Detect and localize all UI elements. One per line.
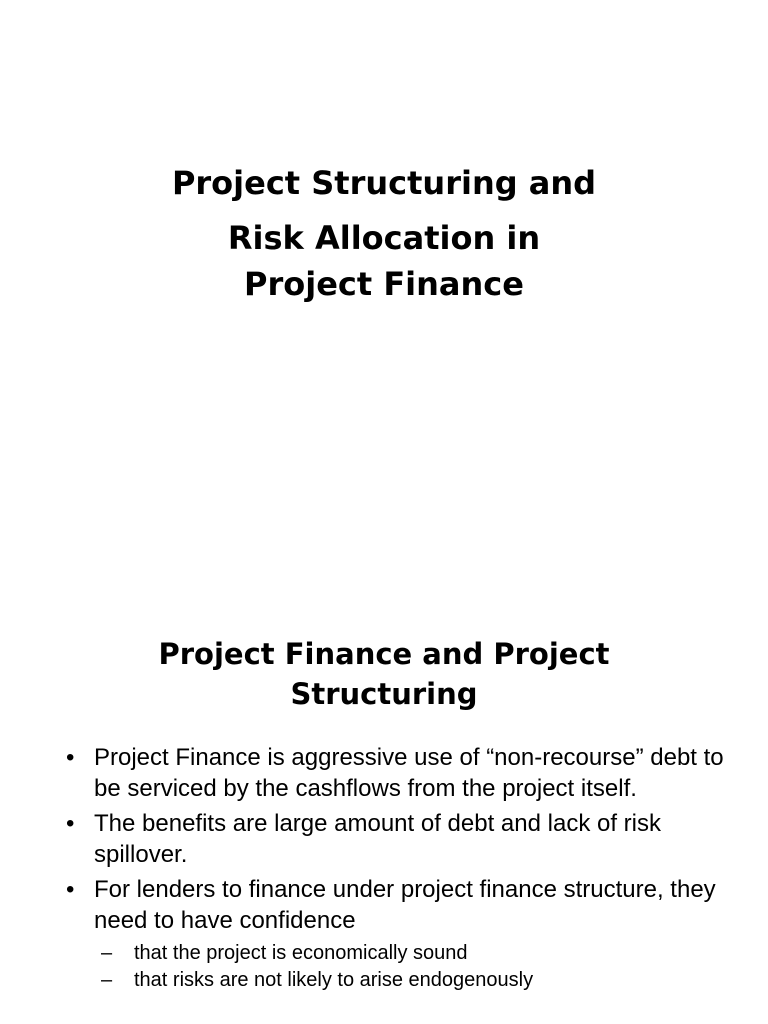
sub-bullet-text: that risks are not likely to arise endogenously (134, 969, 534, 991)
bullet-text: The benefits are large amount of debt and lack of risk spillover. (94, 810, 661, 868)
sub-bullet-item (0, 967, 768, 994)
bullet-item (0, 742, 768, 804)
bullet-list (0, 742, 768, 994)
dash-icon: – (101, 969, 113, 991)
dash-icon: – (101, 942, 113, 964)
bullet-icon: • (66, 876, 75, 903)
sub-bullet-item (0, 940, 768, 967)
sub-bullet-list (0, 940, 768, 994)
bullet-icon: • (66, 744, 75, 771)
slide-title-line-3: Project Finance (244, 265, 524, 303)
slide-title-line-2: Risk Allocation in (227, 219, 541, 257)
bullet-icon: • (66, 810, 75, 837)
slide-heading-line-1: Project Finance and Project (158, 637, 610, 671)
bullet-item (0, 808, 768, 870)
bullet-item (0, 874, 768, 936)
sub-bullet-text: that the project is economically sound (134, 942, 468, 964)
slide-title-line-1: Project Structuring and (171, 164, 597, 202)
bullet-text: Project Finance is aggressive use of “non-recourse” debt to be serviced by the cashflows from the project itself. (94, 744, 724, 802)
bullet-text: For lenders to finance under project finance structure, they need to have confidence (94, 876, 716, 934)
slide-heading-line-2: Structuring (290, 677, 478, 711)
